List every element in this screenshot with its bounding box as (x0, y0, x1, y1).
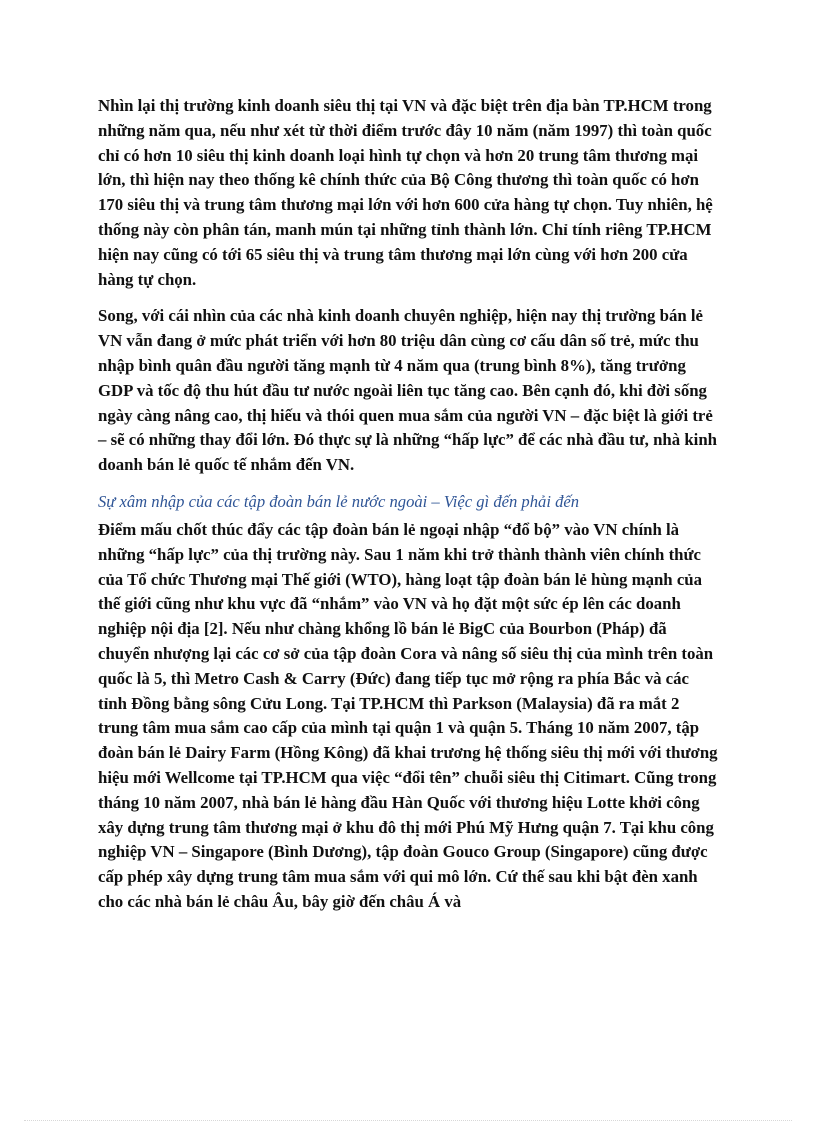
paragraph-retail-potential: Song, với cái nhìn của các nhà kinh doanh chuyên nghiệp, hiện nay thị trường bán lẻ VN vẫn đang ở mức phát triển với hơn 80 triệu dân cùng cơ cấu dân số trẻ, mức thu nhập bình quân đầu người tăng mạnh từ 4 năm qua (trung bình 8%), tăng trưởng GDP và tốc độ thu hút đầu tư nước ngoài liên tục tăng cao. Bên cạnh đó, khi đời sống ngày càng nâng cao, thị hiếu và thói quen mua sắm của người VN – đặc biệt là giới trẻ – sẽ có những thay đổi lớn. Đó thực sự là những “hấp lực” để các nhà đầu tư, nhà kinh doanh bán lẻ quốc tế nhắm đến VN. (98, 306, 717, 475)
section-subheading: Sự xâm nhập của các tập đoàn bán lẻ nước ngoài – Việc gì đến phải đến (98, 491, 580, 511)
document-body (98, 94, 722, 915)
page-bottom-edge (24, 1120, 792, 1121)
paragraph-foreign-retailers: Điểm mấu chốt thúc đẩy các tập đoàn bán lẻ ngoại nhập “đổ bộ” vào VN chính là những “hấp lực” của thị trường này. Sau 1 năm khi trở thành thành viên chính thức của Tổ chức Thương mại Thế giới (WTO), hàng loạt tập đoàn bán lẻ hùng mạnh của thế giới cũng như khu vực đã “nhắm” vào VN và họ đặt một sức ép lên các doanh nghiệp nội địa [2]. Nếu như chàng khổng lồ bán lẻ BigC của Bourbon (Pháp) đã chuyển nhượng lại các cơ sở của tập đoàn Cora và nâng số siêu thị của mình trên toàn quốc là 5, thì Metro Cash & Carry (Đức) đang tiếp tục mở rộng ra phía Bắc và các tỉnh Đồng bằng sông Cửu Long. Tại TP.HCM thì Parkson (Malaysia) đã ra mắt 2 trung tâm mua sắm cao cấp của mình tại quận 1 và quận 5. Tháng 10 năm 2007, tập đoàn bán lẻ Dairy Farm (Hồng Kông) đã khai trương hệ thống siêu thị mới với thương hiệu mới Wellcome tại TP.HCM qua việc “đổi tên” chuỗi siêu thị Citimart. Cũng trong tháng 10 năm 2007, nhà bán lẻ hàng đầu Hàn Quốc với thương hiệu Lotte khởi công xây dựng trung tâm thương mại ở khu đô thị mới Phú Mỹ Hưng quận 7. Tại khu công nghiệp VN – Singapore (Bình Dương), tập đoàn Gouco Group (Singapore) cũng được cấp phép xây dựng trung tâm mua sắm với qui mô lớn. Cứ thế sau khi bật đèn xanh cho các nhà bán lẻ châu Âu, bây giờ đến châu Á và (98, 519, 718, 911)
paragraph-market-overview: Nhìn lại thị trường kinh doanh siêu thị tại VN và đặc biệt trên địa bàn TP.HCM trong những năm qua, nếu như xét từ thời điểm trước đây 10 năm (năm 1997) thì toàn quốc chỉ có hơn 10 siêu thị kinh doanh loại hình tự chọn và hơn 20 trung tâm thương mại lớn, thì hiện nay theo thống kê chính thức của Bộ Công thương thì toàn quốc có hơn 170 siêu thị và trung tâm thương mại lớn với hơn 600 cửa hàng tự chọn. Tuy nhiên, hệ thống này còn phân tán, manh mún tại những tỉnh thành lớn. Chỉ tính riêng TP.HCM hiện nay cũng có tới 65 siêu thị và trung tâm thương mại lớn cùng với hơn 200 cửa hàng tự chọn. (98, 96, 713, 289)
